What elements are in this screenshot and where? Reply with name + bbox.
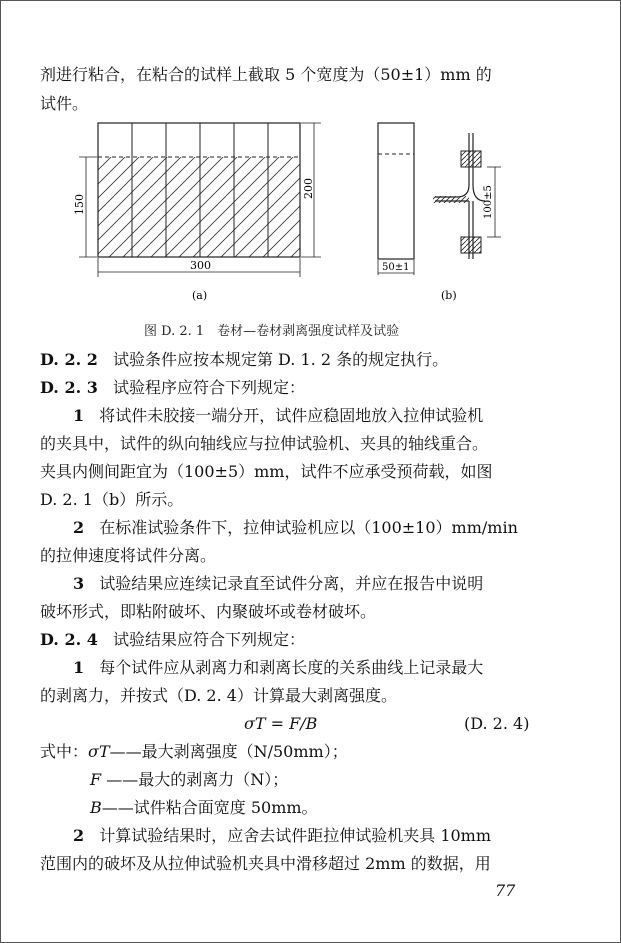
result2-number: 2	[73, 826, 85, 845]
formula-number: (D. 2. 4)	[464, 714, 530, 733]
figure-b-label: (b)	[441, 289, 457, 302]
section-d24-number: D. 2. 4	[40, 630, 98, 649]
figure-b-specimen-side	[378, 123, 414, 259]
item3-line-2: 破坏形式，即粘附破坏、内聚破坏或卷材破坏。	[40, 602, 377, 621]
figure-a-label: (a)	[192, 289, 208, 302]
result1-text-1: 每个试件应从剥离力和剥离长度的关系曲线上记录最大	[99, 658, 484, 677]
definition-1	[40, 742, 348, 762]
section-d22	[40, 350, 448, 370]
item1-text-1: 将试件未胶接一端分开，试件应稳固地放入拉伸试验机	[99, 406, 484, 425]
dimension-200-label: 200	[302, 178, 315, 199]
definition-2-symbol: F	[90, 770, 102, 789]
section-d22-text: 试验条件应按本规定第 D. 1. 2 条的规定执行。	[112, 350, 449, 369]
dimension-100-label: 100±5	[483, 185, 494, 219]
figure-d21	[1, 1, 621, 311]
result2-line-1	[73, 826, 491, 846]
where-label: 式中：	[40, 742, 89, 761]
item1-line-1	[73, 406, 483, 426]
definition-3	[90, 798, 318, 818]
dimension-50-label: 50±1	[382, 262, 410, 273]
section-d24-text: 试验结果应符合下列规定：	[112, 630, 305, 649]
item2-text-1: 在标准试验条件下，拉伸试验机应以（100±10）mm/min	[99, 518, 518, 537]
item1-line-4: D. 2. 1（b）所示。	[40, 490, 184, 509]
formula: σT = F/B	[244, 714, 318, 733]
dimension-150-label: 150	[73, 194, 86, 215]
intro-line-2: 试件。	[40, 94, 89, 113]
result1-number: 1	[73, 658, 85, 677]
result1-line-2: 的剥离力，并按式（D. 2. 4）计算最大剥离强度。	[40, 686, 397, 705]
result2-line-2: 范围内的破坏及从拉伸试验机夹具中滑移超过 2mm 的数据，用	[40, 854, 491, 873]
result2-text-1: 计算试验结果时，应舍去试件距拉伸试验机夹具 10mm	[99, 826, 492, 845]
item2-line-1	[73, 518, 518, 538]
figure-a-specimen	[98, 123, 300, 257]
item2-number: 2	[73, 518, 85, 537]
section-d23-text: 试验程序应符合下列规定：	[112, 378, 305, 397]
section-d23-number: D. 2. 3	[40, 378, 98, 397]
section-d22-number: D. 2. 2	[40, 350, 98, 369]
item3-number: 3	[73, 574, 85, 593]
figure-b-test-setup	[433, 133, 485, 259]
section-d23	[40, 378, 305, 398]
item3-line-1	[73, 574, 483, 594]
result1-line-1	[73, 658, 483, 678]
item2-line-2: 的拉伸速度将试件分离。	[40, 546, 217, 565]
section-d24	[40, 630, 305, 650]
intro-line-1: 剂进行粘合，在粘合的试样上截取 5 个宽度为（50±1）mm 的	[40, 65, 492, 84]
dimension-300-label: 300	[190, 259, 211, 272]
definition-1-symbol: σT	[88, 742, 110, 761]
definition-2	[90, 770, 288, 790]
figure-caption: 图 D. 2. 1 卷材—卷材剥离强度试样及试验	[144, 324, 400, 339]
definition-3-symbol: B	[90, 798, 102, 817]
item1-line-2: 的夹具中，试件的纵向轴线应与拉伸试验机、夹具的轴线重合。	[40, 434, 489, 453]
item1-line-3: 夹具内侧间距宜为（100±5）mm，试件不应承受预荷载，如图	[40, 462, 493, 481]
page-number: 77	[495, 881, 516, 900]
definition-3-text: ——试件粘合面宽度 50mm。	[101, 798, 318, 817]
definition-1-text: ——最大剥离强度（N/50mm）；	[109, 742, 348, 761]
definition-2-text: ——最大的剥离力（N）；	[106, 770, 289, 789]
item3-text-1: 试验结果应连续记录直至试件分离，并应在报告中说明	[99, 574, 484, 593]
item1-number: 1	[73, 406, 85, 425]
